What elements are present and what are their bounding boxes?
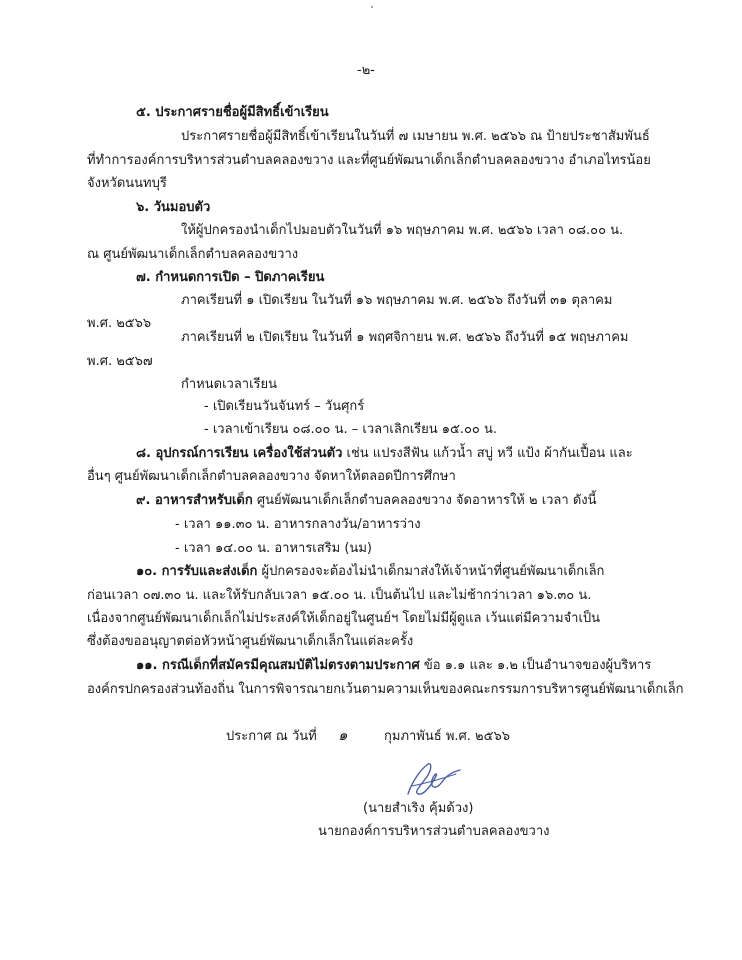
- section-6-line-2: ณ ศูนย์พัฒนาเด็กเล็กตำบลคลองขวาง: [87, 247, 299, 262]
- section-5-line-3: จังหวัดนนทบุรี: [87, 176, 167, 191]
- section-11-heading: ๑๑. กรณีเด็กที่สมัครมีคุณสมบัติไม่ตรงตามประกาศ: [136, 658, 420, 673]
- section-6-heading: ๖. วันมอบตัว: [136, 200, 211, 215]
- meal-item-supplement: - เวลา ๑๔.๐๐ น. อาหารเสริม (นม): [175, 541, 372, 556]
- section-6-line-1: ให้ผู้ปกครองนำเด็กไปมอบตัวในวันที่ ๑๖ พฤษภาคม พ.ศ. ๒๕๖๖ เวลา ๐๘.๐๐ น.: [181, 223, 624, 238]
- section-10-line-4: ซึ่งต้องขออนุญาตต่อหัวหน้าศูนย์พัฒนาเด็กเล็กในแต่ละครั้ง: [87, 634, 414, 649]
- schedule-label: กำหนดเวลาเรียน: [181, 377, 278, 392]
- section-10-heading: ๑๐. การรับและส่งเด็ก: [136, 564, 258, 579]
- section-10-line-1-text: ผู้ปกครองจะต้องไม่นำเด็กมาส่งให้เจ้าหน้าที่ศูนย์พัฒนาเด็กเล็ก: [257, 564, 605, 579]
- signatory-name: (นายสำเริง คุ้มด้วง): [363, 801, 474, 816]
- section-9-line-1: [136, 492, 597, 510]
- signatory-title: นายกองค์การบริหารส่วนตำบลคลองขวาง: [318, 824, 550, 839]
- section-11-line-2: องค์กรปกครองส่วนท้องถิ่น ในการพิจารณายกเว้นตามความเห็นของคณะกรรมการบริหารศูนย์พัฒนาเด็กเล็ก: [87, 682, 684, 697]
- schedule-item-days: - เปิดเรียนวันจันทร์ – วันศุกร์: [204, 399, 365, 414]
- section-7-heading: ๗. กำหนดการเปิด – ปิดภาคเรียน: [136, 270, 325, 285]
- announcement-month-year: กุมภาพันธ์ พ.ศ. ๒๕๖๖: [384, 729, 510, 744]
- section-10-line-1: [136, 563, 604, 581]
- announcement-day: ๑: [338, 726, 348, 744]
- scan-mark: [371, 6, 373, 8]
- section-8-line-1: [136, 445, 633, 463]
- section-5-line-2: ที่ทำการองค์การบริหารส่วนตำบลคลองขวาง และที่ศูนย์พัฒนาเด็กเล็กตำบลคลองขวาง อำเภอไทรน้อย: [87, 153, 651, 168]
- section-10-line-2: ก่อนเวลา ๐๗.๓๐ น. และให้รับกลับเวลา ๑๕.๐๐ น. เป็นต้นไป และไม่ช้ากว่าเวลา ๑๖.๓๐ น.: [87, 588, 592, 603]
- term-1-line-1: ภาคเรียนที่ ๑ เปิดเรียน ในวันที่ ๑๖ พฤษภาคม พ.ศ. ๒๕๖๖ ถึงวันที่ ๓๑ ตุลาคม: [181, 293, 613, 308]
- section-10-line-3: เนื่องจากศูนย์พัฒนาเด็กเล็กไม่ประสงค์ให้เด็กอยู่ในศูนย์ฯ โดยไม่มีผู้ดูแล เว้นแต่มีความจำเป็น: [87, 611, 601, 626]
- section-5-line-1: ประกาศรายชื่อผู้มีสิทธิ์เข้าเรียนในวันที่ ๗ เมษายน พ.ศ. ๒๕๖๖ ณ ป้ายประชาสัมพันธ์: [181, 129, 650, 144]
- section-11-line-1-text: ข้อ ๑.๑ และ ๑.๒ เป็นอำนาจของผู้บริหาร: [419, 658, 652, 673]
- term-2-line-2: พ.ศ. ๒๕๖๗: [87, 354, 153, 369]
- section-9-heading: ๙. อาหารสำหรับเด็ก: [136, 493, 253, 508]
- section-8-heading: ๘. อุปกรณ์การเรียน เครื่องใช้ส่วนตัว: [136, 446, 343, 461]
- term-2-line-1: ภาคเรียนที่ ๒ เปิดเรียน ในวันที่ ๑ พฤศจิกายน พ.ศ. ๒๕๖๖ ถึงวันที่ ๑๕ พฤษภาคม: [181, 330, 629, 345]
- section-11-line-1: [136, 657, 651, 675]
- schedule-item-hours: - เวลาเข้าเรียน ๐๘.๐๐ น. – เวลาเลิกเรียน ๑๕.๐๐ น.: [204, 422, 498, 437]
- section-9-line-1-text: ศูนย์พัฒนาเด็กเล็กตำบลคลองขวาง จัดอาหารให้ ๒ เวลา ดังนี้: [252, 493, 597, 508]
- announcement-prefix: ประกาศ ณ วันที่: [226, 729, 317, 744]
- section-5-heading: ๕. ประกาศรายชื่อผู้มีสิทธิ์เข้าเรียน: [136, 105, 329, 120]
- page-number: -๒-: [357, 63, 375, 78]
- term-1-line-2: พ.ศ. ๒๕๖๖: [87, 316, 152, 331]
- section-8-line-1-text: เช่น แปรงสีฟัน แก้วน้ำ สบู่ หวี แป้ง ผ้ากันเปื้อน และ: [342, 446, 633, 461]
- section-8-line-2: อื่นๆ ศูนย์พัฒนาเด็กเล็กตำบลคลองขวาง จัดหาให้ตลอดปีการศึกษา: [87, 469, 456, 484]
- meal-item-lunch: - เวลา ๑๑.๓๐ น. อาหารกลางวัน/อาหารว่าง: [175, 517, 421, 532]
